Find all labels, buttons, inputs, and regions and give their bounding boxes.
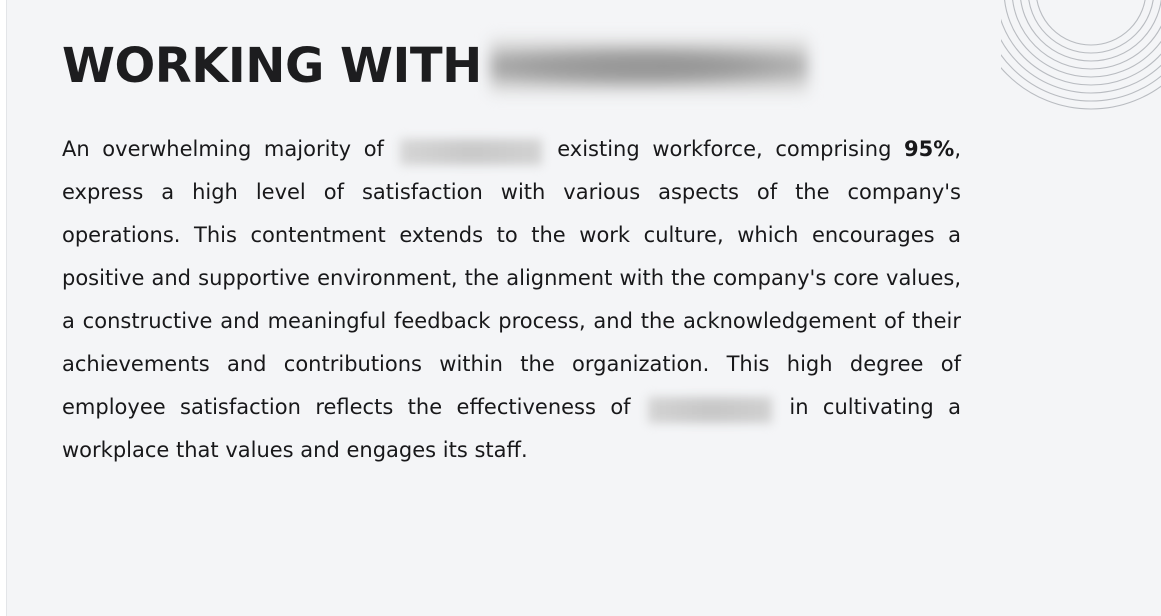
redacted-title-block: [490, 38, 808, 94]
page-title-text: WORKING WITH: [62, 38, 482, 95]
paragraph-segment-2: existing workforce, comprising: [557, 137, 892, 161]
left-margin-rule: [0, 0, 7, 616]
page-title: [62, 38, 808, 94]
paragraph-emphasis-stat: 95%: [904, 137, 955, 161]
decorative-arcs: [1001, 0, 1161, 130]
redacted-inline-block-2: [648, 397, 772, 423]
body-paragraph: [62, 128, 961, 472]
paragraph-segment-4: in cultivating a workplace that values and engages its staff.: [62, 395, 961, 462]
redacted-inline-block-1: [400, 139, 542, 165]
paragraph-segment-3: , express a high level of satisfaction with various aspects of the company's operations. This contentment extends to the work culture, which encourages a positive and supportive environment, the alignment with the company's core values, a constructive and meaningful feedback process, and the acknowledgement of their achievements and contributions within the organization. This high degree of employee satisfaction reflects the effectiveness of: [62, 137, 961, 419]
paragraph-segment-1: An overwhelming majority of: [62, 137, 384, 161]
